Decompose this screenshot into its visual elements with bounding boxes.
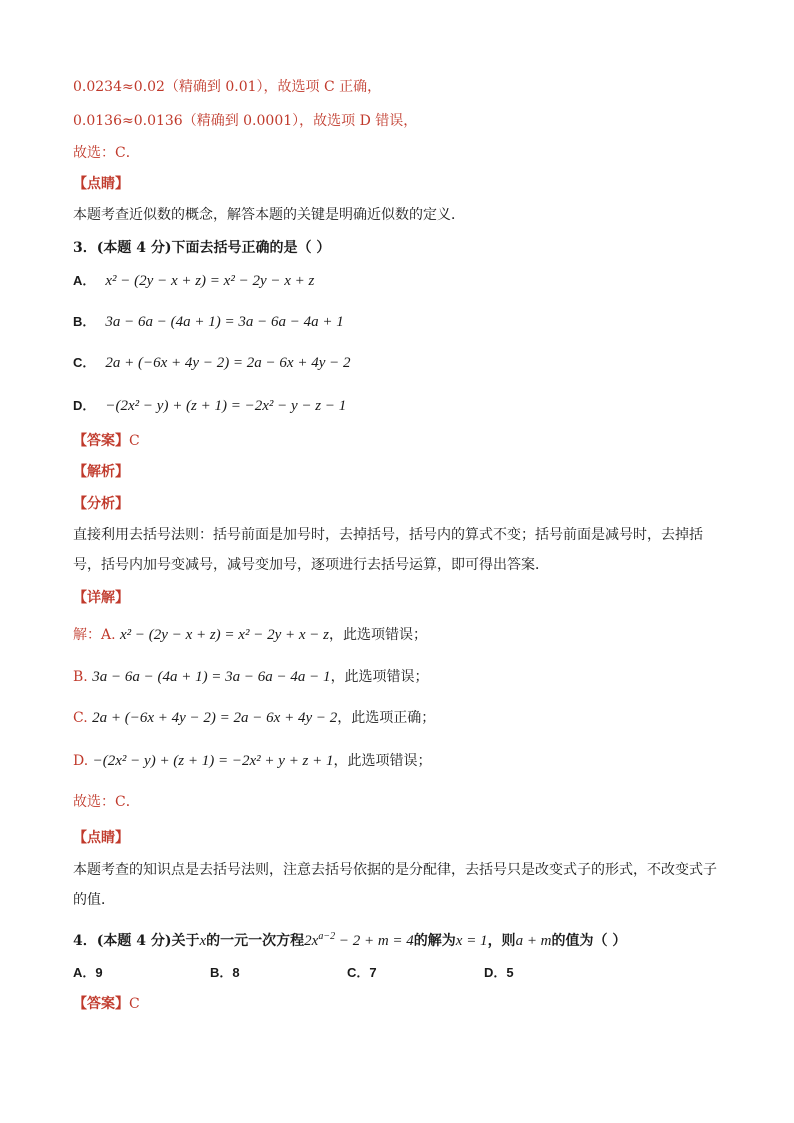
q3-detail-expr: 3a − 6a − (4a + 1) = 3a − 6a − 4a − 1 [92,669,331,685]
q4-var-x: x [199,933,207,949]
q3-tag-jiexi: 【解析】 [73,464,129,480]
q3-option-label: D． [73,398,96,413]
q4-option-a: A．9 [73,965,103,980]
q3-tag-dianjing: 【点睛】 [73,830,129,846]
q3-detail-suffix: ，此选项错误； [328,627,427,643]
q3-answer-row [73,432,140,450]
q3-option-expr: x² − (2y − x + z) = x² − 2y − x + z [105,273,315,289]
q3-tag-answer: 【答案】 [73,433,129,449]
q3-option-label: A． [73,273,96,288]
q3-detail-expr: −(2x² − y) + (z + 1) = −2x² + y + z + 1 [92,753,334,769]
q4-option-b: B．8 [210,965,240,980]
q3-detail-expr: 2a + (−6x + 4y − 2) = 2a − 6x + 4y − 2 [92,710,338,726]
q3-detail-expr: x² − (2y − x + z) = x² − 2y + x − z [120,627,329,643]
q3-option-label: B． [73,314,96,329]
q3-fenxi-text: 直接利用去括号法则：括号前面是加号时，去掉括号，括号内的算式不变；括号前面是减号时，去掉括号，括号内加号变减号，减号变加号，逐项进行去括号运算，即可得出答案． [73,527,703,573]
q4-options [73,964,621,982]
q3-option-expr: −(2x² − y) + (z + 1) = −2x² − y − z − 1 [105,398,347,414]
prev-choose: 故选：C． [73,145,140,161]
q3-option-expr: 2a + (−6x + 4y − 2) = 2a − 6x + 4y − 2 [105,355,351,371]
q4-equation-base: 2x [304,933,319,949]
q3-detail-b [73,668,429,686]
q3-option-d [73,397,346,415]
q4-title-part: 4．(本题 4 分)关于 [73,933,200,949]
q4-option-c: C．7 [347,965,377,980]
q4-equation-rest: − 2 + m = 4 [335,933,414,949]
q3-detail-prefix: D. [73,753,89,769]
q4-option-d: D．5 [484,965,514,980]
q3-tag-fenxi: 【分析】 [73,496,129,512]
q3-answer: C [129,433,140,449]
q3-detail-suffix: ，此选项正确； [337,710,436,726]
q3-dianjing-text: 本题考查的知识点是去括号法则，注意去括号依据的是分配律，去括号只是改变式子的形式，不改变式子的值． [73,862,717,908]
q4-solution: x = 1 [455,933,488,949]
q3-detail-prefix: 解：A. [73,627,116,643]
q3-tag-xiangjie: 【详解】 [73,590,129,606]
q4-title-part: 的解为 [413,933,456,949]
q3-choose: 故选：C． [73,794,140,810]
q3-detail-a [73,626,427,644]
q3-title: 3．(本题 4 分)下面去括号正确的是（ ） [73,240,331,256]
q4-equation-exponent: a−2 [318,931,336,942]
prev-dianjing-text: 本题考查近似数的概念，解答本题的关键是明确近似数的定义． [73,207,465,223]
q4-equation [304,933,414,949]
q3-option-b [73,313,344,331]
q3-detail-d [73,752,432,770]
q4-title-part: ，则 [487,933,516,949]
q3-option-a [73,272,314,290]
q4-title-part: 的一元一次方程 [206,933,305,949]
prev-tag-dianjing: 【点睛】 [73,176,129,192]
q4-title [73,928,626,950]
q3-detail-suffix: ，此选项错误； [330,669,429,685]
q4-answer: C [129,996,140,1012]
q4-title-part: 的值为（ ） [551,933,627,949]
q4-sum-expr: a + m [515,933,552,949]
q3-detail-prefix: C. [73,710,88,726]
q3-option-label: C． [73,355,96,370]
q4-tag-answer: 【答案】 [73,996,129,1012]
q3-detail-suffix: ，此选项错误； [333,753,432,769]
q3-option-c [73,354,351,372]
q3-option-expr: 3a − 6a − (4a + 1) = 3a − 6a − 4a + 1 [105,314,344,330]
prev-analysis-line1: 0.0234≈0.02（精确到 0.01），故选项 C 正确， [73,79,382,95]
q4-answer-row [73,995,140,1013]
q3-detail-prefix: B. [73,669,88,685]
prev-analysis-line2: 0.0136≈0.0136（精确到 0.0001），故选项 D 错误， [73,113,418,129]
q3-detail-c [73,709,435,727]
